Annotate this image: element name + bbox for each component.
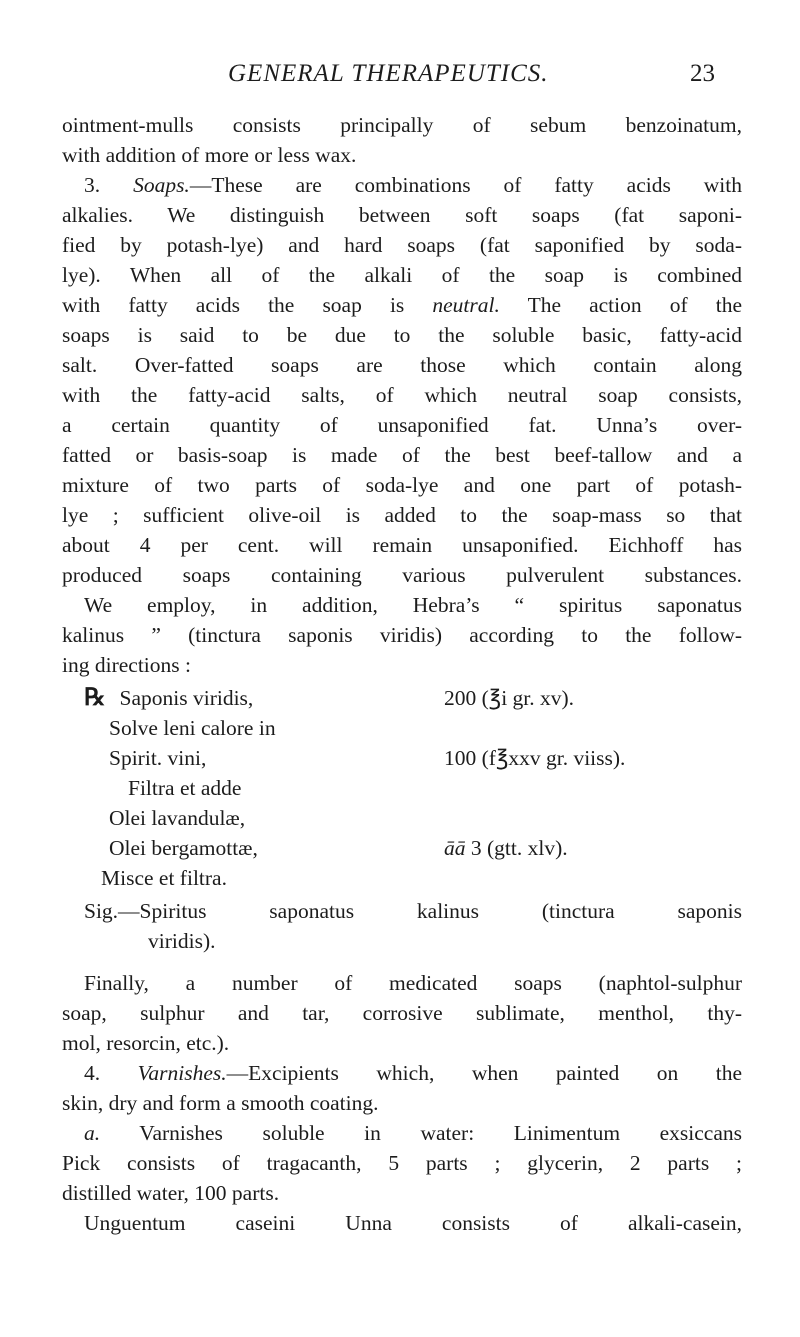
prescription-quantity: 200 (℥i gr. xv). bbox=[444, 686, 575, 710]
running-title: GENERAL THERAPEUTICS. bbox=[228, 60, 549, 87]
text-line: fatted or basis-soap is made of the best beef-tallow and a bbox=[62, 443, 742, 467]
running-head bbox=[0, 58, 800, 92]
text-line: Pick consists of tragacanth, 5 parts ; glycerin, 2 parts ; bbox=[62, 1151, 742, 1175]
text-line: about 4 per cent. will remain unsaponified. Eichhoff has bbox=[62, 533, 742, 557]
prescription-line: Spirit. vini, bbox=[109, 746, 207, 770]
text-line: Finally, a number of medicated soaps (naphtol-sulphur bbox=[84, 971, 742, 995]
text-line: fied by potash-lye) and hard soaps (fat saponified by soda- bbox=[62, 233, 742, 257]
page-number: 23 bbox=[690, 60, 715, 87]
text-line: We employ, in addition, Hebra’s “ spiritus saponatus bbox=[84, 593, 742, 617]
prescription-quantity: 100 (f℥xxv gr. viiss). bbox=[444, 746, 626, 770]
text-line: distilled water, 100 parts. bbox=[62, 1181, 280, 1205]
text-line: soaps is said to be due to the soluble basic, fatty-acid bbox=[62, 323, 742, 347]
text-line: 4. Varnishes.—Excipients which, when painted on the bbox=[84, 1061, 742, 1085]
text-line: a. Varnishes soluble in water: Linimentum exsiccans bbox=[84, 1121, 742, 1145]
text-line: Unguentum caseini Unna consists of alkali-casein, bbox=[84, 1211, 742, 1235]
text-line: salt. Over-fatted soaps are those which contain along bbox=[62, 353, 742, 377]
text-line: mol, resorcin, etc.). bbox=[62, 1031, 230, 1055]
prescription-line: Olei lavandulæ, bbox=[109, 806, 246, 830]
section-heading: Soaps. bbox=[133, 173, 190, 197]
text-line: lye). When all of the alkali of the soap is combined bbox=[62, 263, 742, 287]
list-marker: a. bbox=[84, 1121, 101, 1145]
text-line: a certain quantity of unsaponified fat. Unna’s over- bbox=[62, 413, 742, 437]
section-number: 3. bbox=[84, 173, 101, 197]
text-line: 3. Soaps.—These are combinations of fatty acids with bbox=[84, 173, 743, 197]
text-line: lye ; sufficient olive-oil is added to the soap-mass so that bbox=[62, 503, 742, 527]
text-line: alkalies. We distinguish between soft soaps (fat saponi- bbox=[62, 203, 742, 227]
section-heading: Varnishes. bbox=[137, 1061, 227, 1085]
text-line: produced soaps containing various pulverulent substances. bbox=[62, 563, 742, 587]
emphasis: neutral. bbox=[432, 293, 500, 317]
prescription-line: Misce et filtra. bbox=[101, 866, 227, 890]
prescription-line: Filtra et adde bbox=[128, 776, 242, 800]
text-line: mixture of two parts of soda-lye and one part of potash- bbox=[62, 473, 742, 497]
prescription-line: Olei bergamottæ, bbox=[109, 836, 258, 860]
text-line: skin, dry and form a smooth coating. bbox=[62, 1091, 379, 1115]
prescription-line: Solve leni calore in bbox=[109, 716, 276, 740]
prescription-quantity: āā 3 (gtt. xlv). bbox=[444, 836, 568, 860]
text-line: with the fatty-acid salts, of which neutral soap consists, bbox=[62, 383, 742, 407]
prescription-line: ℞ Saponis viridis, bbox=[84, 685, 254, 711]
section-number: 4. bbox=[84, 1061, 101, 1085]
signature-line: Sig.—Spiritus saponatus kalinus (tinctura saponis bbox=[84, 899, 742, 923]
text-line: ing directions : bbox=[62, 653, 191, 677]
text-line: with addition of more or less wax. bbox=[62, 143, 357, 167]
text-line: soap, sulphur and tar, corrosive sublimate, menthol, thy- bbox=[62, 1001, 742, 1025]
text-line: kalinus ” (tinctura saponis viridis) according to the follow- bbox=[62, 623, 742, 647]
text-line: ointment-mulls consists principally of sebum benzoinatum, bbox=[62, 113, 742, 137]
rx-symbol: ℞ bbox=[84, 685, 106, 711]
text-line: with fatty acids the soap is neutral. The action of the bbox=[62, 293, 742, 317]
signature-line: viridis). bbox=[148, 929, 216, 953]
